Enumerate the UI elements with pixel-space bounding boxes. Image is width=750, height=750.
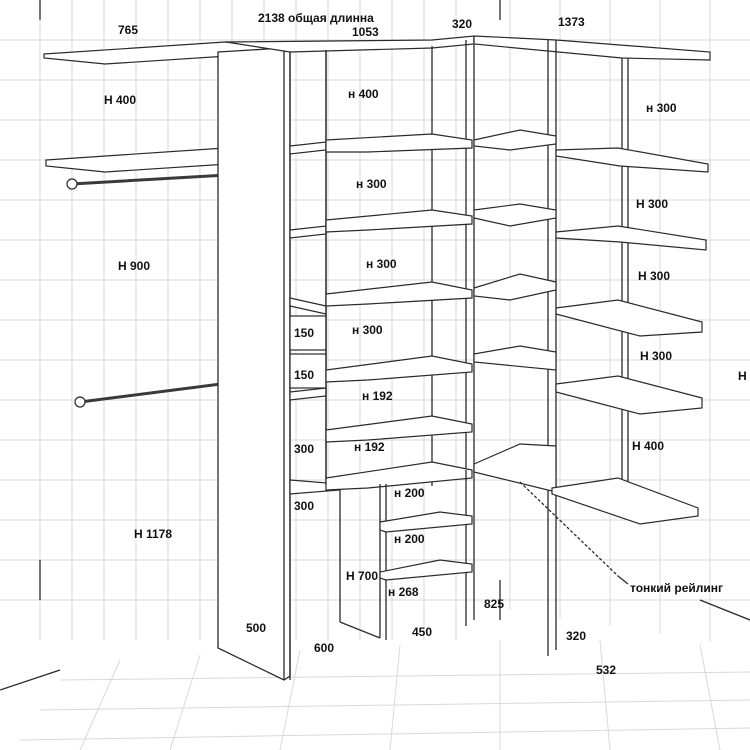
thin-rail-label: тонкий рейлинг xyxy=(630,581,724,595)
right-edge-mark: Н xyxy=(738,369,747,383)
center-shelf-4-height: н 300 xyxy=(352,323,383,337)
narrow-drawer-2-height: 150 xyxy=(294,368,315,382)
right-shelf-1 xyxy=(556,148,708,172)
narrow-floor-depth: 600 xyxy=(314,641,335,655)
right-inner-shelf-4 xyxy=(474,346,556,370)
right-shelf-3 xyxy=(556,300,702,336)
right-shelf-5-height: Н 400 xyxy=(632,439,665,453)
center-shelf-3 xyxy=(326,282,472,306)
center-lower-3: н 268 xyxy=(388,585,419,599)
center-shelf-1-height: н 400 xyxy=(348,87,379,101)
center-shelf-5-height: н 192 xyxy=(362,389,393,403)
narrow-bottom-height: 300 xyxy=(294,499,315,513)
center-lower-1: н 200 xyxy=(394,486,425,500)
dim-left-width: 765 xyxy=(118,23,139,37)
center-lower-total: Н 700 xyxy=(346,569,379,583)
left-top-height: H 400 xyxy=(104,93,137,107)
left-panel-depth: 500 xyxy=(246,621,267,635)
left-side-panel xyxy=(218,48,290,680)
dim-total-length: 2138 общая длинна xyxy=(258,11,374,25)
left-bottom-height: H 1178 xyxy=(134,527,173,541)
right-inner-shelf-1 xyxy=(474,130,556,150)
right-inner-shelf-2 xyxy=(474,204,556,226)
left-section xyxy=(44,42,290,680)
narrow-box-height: 300 xyxy=(294,442,315,456)
narrow-drawer-1-height: 150 xyxy=(294,326,315,340)
right-shelf-4 xyxy=(556,376,702,414)
dim-right-width: 1373 xyxy=(558,15,585,29)
narrow-shelf-2 xyxy=(290,226,326,238)
center-floor-width: 450 xyxy=(412,625,433,639)
center-shelf-3-height: н 300 xyxy=(366,257,397,271)
right-inner-shelf-3 xyxy=(474,274,556,300)
right-corner-depth: 825 xyxy=(484,597,505,611)
center-shelf-5 xyxy=(326,416,472,442)
upper-rod-end xyxy=(67,179,77,189)
right-shelf-2 xyxy=(556,226,706,250)
narrow-shelf-4 xyxy=(290,388,326,400)
narrow-shelf-3 xyxy=(290,298,326,314)
center-shelf-6-height: н 192 xyxy=(354,440,385,454)
right-shelf-2-height: Н 300 xyxy=(636,197,669,211)
lower-rod-end xyxy=(75,397,85,407)
right-shelf-5 xyxy=(552,478,698,524)
right-floor-depth: 532 xyxy=(596,663,617,677)
right-inner-shelf-5 xyxy=(474,444,556,492)
right-panel-depth: 320 xyxy=(566,629,587,643)
left-middle-height: H 900 xyxy=(118,259,151,273)
center-shelf-2-height: н 300 xyxy=(356,177,387,191)
dim-center-width: 1053 xyxy=(352,25,379,39)
center-shelf-1 xyxy=(326,134,472,152)
lower-shelf-2 xyxy=(380,560,472,580)
right-section xyxy=(474,36,710,656)
lower-shelf-1 xyxy=(380,512,472,532)
right-shelf-1-height: н 300 xyxy=(646,101,677,115)
dim-corner: 320 xyxy=(452,17,473,31)
center-lower-2: н 200 xyxy=(394,532,425,546)
center-shelf-2 xyxy=(326,210,472,232)
narrow-shelf-1 xyxy=(290,142,326,154)
right-shelf-4-height: Н 300 xyxy=(640,349,673,363)
right-shelf-3-height: Н 300 xyxy=(638,269,671,283)
